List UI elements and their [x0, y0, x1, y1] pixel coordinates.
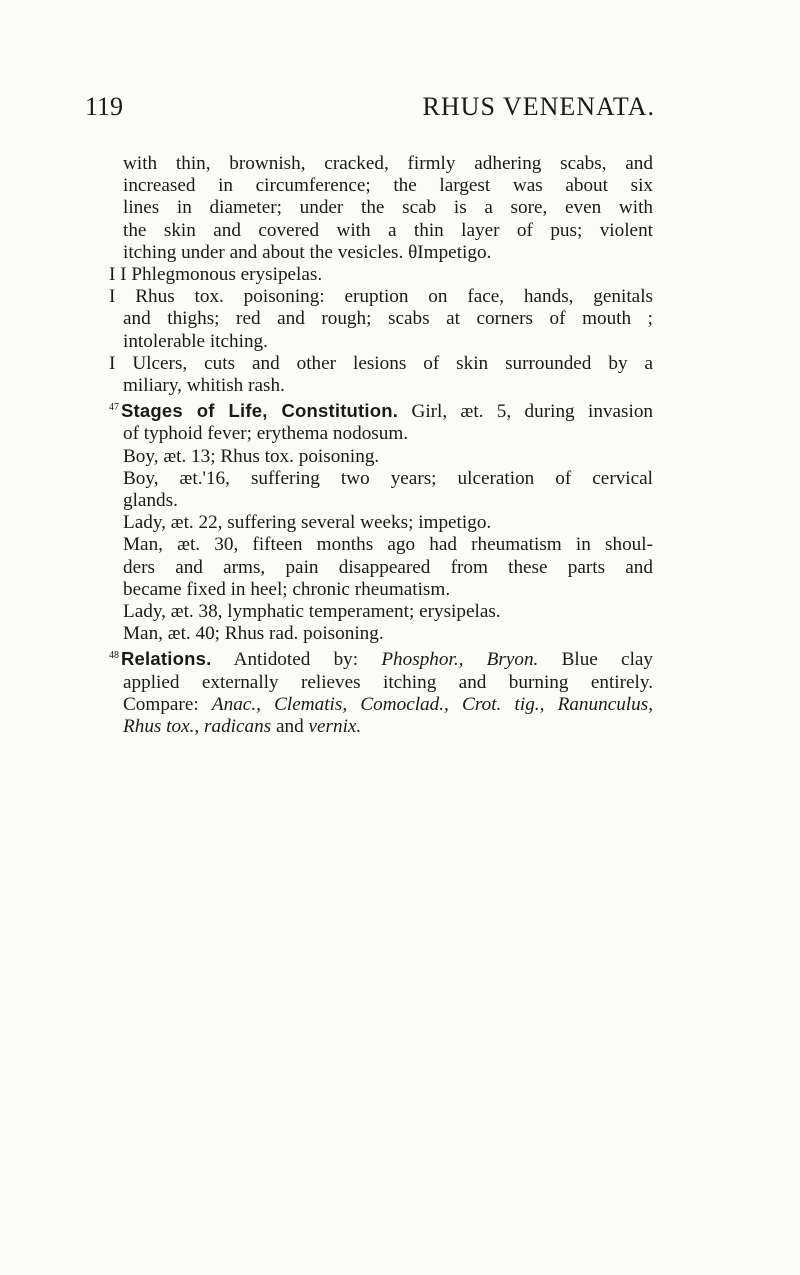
text-fragment: Girl, æt. 5, during invasion [411, 401, 654, 423]
text-line [123, 242, 653, 264]
symptom-line: I Ulcers, cuts and other lesions of skin surrounded by a [109, 352, 653, 374]
remedy-names: vernix. [308, 716, 362, 738]
remedy-names: Anac., Clematis, Comoclad., Crot. tig., Ranunculus, [211, 693, 653, 715]
page-header [85, 92, 655, 132]
running-title: RHUS VENENATA. [422, 92, 655, 121]
section-number: 47 [109, 402, 119, 414]
page-body [109, 153, 654, 738]
compare-label: Compare: [123, 693, 199, 715]
text-line: lines in diameter; under the scab is a sore, even with [123, 197, 653, 219]
text-line: and thighs; red and rough; scabs at corners of mouth ; [123, 308, 653, 330]
impetigo-term: θImpetigo. [408, 241, 492, 263]
text-line: ders and arms, pain disappeared from these parts and [123, 556, 653, 578]
text-fragment: Antidoted by: [233, 649, 359, 671]
case-line: Lady, æt. 22, suffering several weeks; impetigo. [123, 512, 492, 534]
compare-line [123, 694, 653, 716]
text-line: applied externally relieves itching and burning entirely. [123, 671, 653, 693]
case-line: Man, æt. 40; Rhus rad. poisoning. [123, 623, 384, 645]
text-line: with thin, brownish, cracked, firmly adhering scabs, and [123, 153, 653, 174]
text-line: of typhoid fever; erythema nodosum. [123, 423, 409, 445]
case-line: Boy, æt. 13; Rhus tox. poisoning. [123, 445, 380, 467]
section-heading-stages: Stages of Life, Constitution. [121, 400, 399, 422]
section-relations-line [109, 645, 653, 671]
text-fragment: Blue clay [561, 649, 654, 671]
section-number: 48 [109, 650, 119, 662]
text-line: increased in circumference; the largest was about six [123, 175, 653, 197]
symptom-line: I Rhus tox. poisoning: eruption on face, hands, genitals [109, 286, 653, 308]
symptom-line: I I Phlegmonous erysipelas. [109, 264, 323, 286]
page-number: 119 [85, 92, 124, 121]
text-line: glands. [123, 490, 178, 512]
text-line: became fixed in heel; chronic rheumatism. [123, 578, 451, 600]
case-line: Man, æt. 30, fifteen months ago had rheumatism in shoul- [123, 534, 653, 556]
text-line: the skin and covered with a thin layer of pus; violent [123, 219, 653, 241]
text-line: miliary, whitish rash. [123, 375, 285, 397]
remedy-names: Rhus tox., radicans [123, 716, 272, 738]
text-line: intolerable itching. [123, 330, 268, 352]
text-fragment: and [275, 716, 304, 738]
case-line: Lady, æt. 38, lymphatic temperament; erysipelas. [123, 601, 501, 623]
section-stages-line [109, 397, 653, 423]
compare-line [123, 716, 653, 738]
section-heading-relations: Relations. [121, 648, 212, 670]
case-line: Boy, æt.'16, suffering two years; ulceration of cervical [123, 467, 653, 489]
text-fragment: itching under and about the vesicles. [123, 241, 404, 263]
remedy-names: Phosphor., Bryon. [381, 649, 539, 671]
